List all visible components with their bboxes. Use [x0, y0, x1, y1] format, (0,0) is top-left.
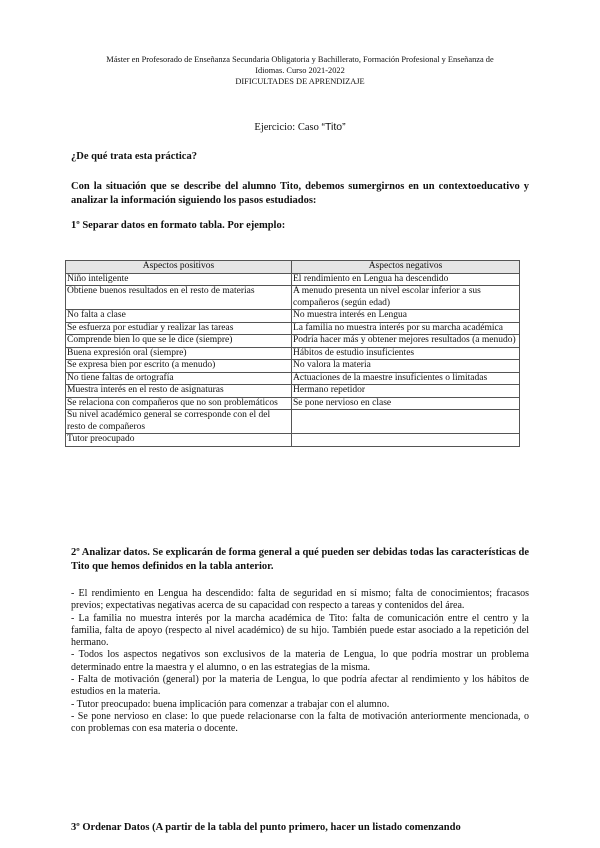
negative-cell: Se pone nervioso en clase: [292, 397, 520, 410]
positive-cell: Muestra interés en el resto de asignaturas: [66, 385, 292, 398]
positive-cell: Obtiene buenos resultados en el resto de materias: [66, 286, 292, 310]
exercise-title: [0, 121, 600, 133]
table-row: [66, 347, 520, 360]
table-row: [66, 310, 520, 323]
table-row: [66, 385, 520, 398]
exercise-title-prefix: Ejercicio: Caso: [254, 122, 322, 133]
table-row: [66, 273, 520, 286]
positive-cell: Comprende bien lo que se le dice (siempre): [66, 335, 292, 348]
negative-cell: No muestra interés en Lengua: [292, 310, 520, 323]
section-2-heading: 2º Analizar datos. Se explicarán de forma general a qué pueden ser debidas todas las características de Tito que hemos definidos en la tabla anterior.: [71, 547, 529, 572]
negative-cell: Hábitos de estudio insuficientes: [292, 347, 520, 360]
negative-cell: [292, 410, 520, 434]
negative-cell: Actuaciones de la maestre insuficientes o limitadas: [292, 372, 520, 385]
table-row: [66, 410, 520, 434]
positive-cell: No tiene faltas de ortografía: [66, 372, 292, 385]
positive-cell: Se expresa bien por escrito (a menudo): [66, 360, 292, 373]
document-header: [60, 54, 540, 87]
negative-cell: A menudo presenta un nivel escolar inferior a sus compañeros (según edad): [292, 286, 520, 310]
table-row: [66, 372, 520, 385]
exercise-title-name: “Tito”: [321, 121, 346, 133]
positive-cell: Se relaciona con compañeros que no son problemáticos: [66, 397, 292, 410]
header-course-line: Idiomas. Curso 2021-2022: [255, 66, 345, 75]
negative-cell: Podría hacer más y obtener mejores resultados (a menudo): [292, 335, 520, 348]
table-row: [66, 322, 520, 335]
table-row: [66, 360, 520, 373]
table-header-row: [66, 261, 520, 274]
negative-cell: El rendimiento en Lengua ha descendido: [292, 273, 520, 286]
header-program-line: Máster en Profesorado de Enseñanza Secundaria Obligatoria y Bachillerato, Formación Profesional y Enseñanza de: [106, 55, 494, 64]
positive-cell: No falta a clase: [66, 310, 292, 323]
negative-cell: La familia no muestra interés por su marcha académica: [292, 322, 520, 335]
practice-question: ¿De qué trata esta práctica?: [71, 151, 197, 162]
header-subject-line: DIFICULTADES DE APRENDIZAJE: [235, 77, 365, 86]
positive-cell: Buena expresión oral (siempre): [66, 347, 292, 360]
analysis-item: - Todos los aspectos negativos son exclusivos de la materia de Lengua, lo que podría mostrar un problema determinado entre la maestra y el alumno, o en las estrategias de la misma.: [71, 649, 529, 673]
analysis-list: [71, 588, 529, 736]
table-row: [66, 335, 520, 348]
section-1-heading: 1º Separar datos en formato tabla. Por ejemplo:: [71, 220, 286, 231]
section-3-heading: 3º Ordenar Datos (A partir de la tabla del punto primero, hacer un listado comenzando: [71, 822, 461, 833]
analysis-item: - Falta de motivación (general) por la materia de Lengua, lo que podría afectar al rendimiento y los hábitos de estudios en la materia.: [71, 674, 529, 698]
aspects-table: [65, 260, 520, 447]
header-negative: Aspectos negativos: [292, 261, 520, 274]
table-row: [66, 434, 520, 447]
analysis-item: - Se pone nervioso en clase: lo que puede relacionarse con la falta de motivación anteriormente mencionada, o con problemas con esa materia o docente.: [71, 710, 529, 735]
analysis-item: - El rendimiento en Lengua ha descendido: falta de seguridad en sí mismo; falta de conocimientos; fracasos previos; expectativas negativas acerca de su capacidad con respecto a tareas y contenidos del área.: [71, 588, 529, 612]
positive-cell: Tutor preocupado: [66, 434, 292, 447]
intro-paragraph: Con la situación que se describe del alumno Tito, debemos sumergirnos en un contextoeducativo y analizar la información siguiendo los pasos estudiados:: [71, 181, 529, 206]
header-positive: Aspectos positivos: [66, 261, 292, 274]
positive-cell: Niño inteligente: [66, 273, 292, 286]
analysis-item: - Tutor preocupado: buena implicación para comenzar a trabajar con el alumno.: [71, 698, 390, 710]
positive-cell: Se esfuerza por estudiar y realizar las tareas: [66, 322, 292, 335]
negative-cell: No valora la materia: [292, 360, 520, 373]
negative-cell: Hermano repetidor: [292, 385, 520, 398]
analysis-item: - La familia no muestra interés por la marcha académica de Tito: falta de comunicación entre el centro y la familia, falta de apoyo (respecto al nivel académico) de su hijo. También puede estar asociado a la repetición del hermano.: [71, 612, 529, 649]
positive-cell: Su nivel académico general se corresponde con el del resto de compañeros: [66, 410, 292, 434]
table-row: [66, 286, 520, 310]
negative-cell: [292, 434, 520, 447]
table-row: [66, 397, 520, 410]
